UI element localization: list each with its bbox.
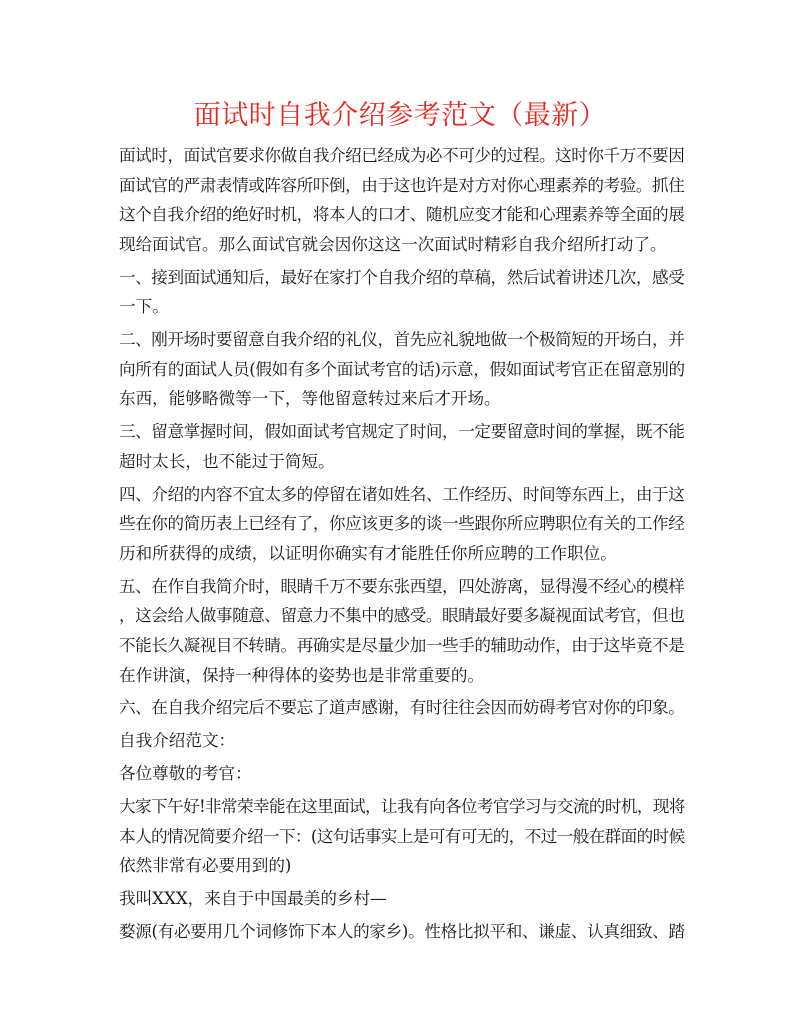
paragraph — [119, 480, 685, 569]
text-line: 面试官的严肃表情或阵容所吓倒，由于这也许是对方对你心理素养的考验。抓住 — [119, 175, 685, 195]
text-line: 向所有的面试人员(假如有多个面试考官的话)示意，假如面试考官正在留意别的 — [119, 359, 685, 379]
paragraph — [119, 417, 685, 476]
paragraph — [119, 141, 685, 259]
text-line: 四、介绍的内容不宜太多的停留在诸如姓名、工作经历、时间等东西上，由于这 — [119, 484, 685, 504]
text-line: 在作讲演，保持一种得体的姿势也是非常重要的。 — [119, 665, 485, 685]
document-title: 面试时自我介绍参考范文（最新） — [193, 100, 607, 131]
text-line: 现给面试官。那么面试官就会因你这这一次面试时精彩自我介绍所打动了。 — [119, 234, 667, 254]
text-line: 依然非常有必要用到的) — [119, 856, 292, 876]
text-line: 婺源(有必要用几个词修饰下本人的家乡)。性格比拟平和、谦虚、认真细致、踏 — [119, 922, 685, 942]
paragraph — [119, 325, 685, 414]
text-line: 不能长久凝视目不转睛。再确实是尽量少加一些手的辅助动作，由于这毕竟不是 — [119, 635, 685, 655]
paragraph — [119, 917, 685, 947]
text-line: 些在你的简历表上已经有了，你应该更多的谈一些跟你所应聘职位有关的工作经 — [119, 514, 685, 534]
text-line: 五、在作自我简介时，眼睛千万不要东张西望，四处游离，显得漫不经心的模样 — [119, 576, 685, 596]
text-line: 六、在自我介绍完后不要忘了道声感谢，有时往往会因而妨碍考官对你的印象。 — [119, 698, 685, 718]
text-line: 超时太长，也不能过于简短。 — [119, 451, 335, 471]
text-line: 三、留意掌握时间，假如面试考官规定了时间，一定要留意时间的掌握，既不能 — [119, 422, 685, 442]
text-line: 东西，能够略微等一下，等他留意转过来后才开场。 — [119, 389, 501, 409]
text-line: 自我介绍范文： — [119, 731, 236, 751]
paragraph — [119, 572, 685, 690]
text-line: 本人的情况简要介绍一下：(这句话事实上是可有可无的，不过一般在群面的时候 — [119, 826, 685, 846]
text-line: 历和所获得的成绩，以证明你确实有才能胜任你所应聘的工作职位。 — [119, 543, 617, 563]
text-line: 一、接到面试通知后，最好在家打个自我介绍的草稿，然后试着讲述几次，感受 — [119, 267, 685, 287]
paragraph — [119, 884, 685, 914]
paragraph — [119, 726, 685, 756]
text-line: 我叫XXX，来自于中国最美的乡村— — [119, 889, 387, 909]
paragraph — [119, 759, 685, 789]
text-line: 二、刚开场时要留意自我介绍的礼仪，首先应礼貌地做一个极简短的开场白，并 — [119, 330, 685, 350]
document-body — [119, 141, 685, 950]
text-line: 各位尊敬的考官： — [119, 764, 252, 784]
text-line: ，这会给人做事随意、留意力不集中的感受。眼睛最好要多凝视面试考官，但也 — [119, 606, 685, 626]
paragraph — [119, 693, 685, 723]
paragraph — [119, 792, 685, 881]
text-line: 大家下午好!非常荣幸能在这里面试，让我有向各位考官学习与交流的时机，现将 — [119, 797, 685, 817]
paragraph — [119, 263, 685, 322]
text-line: 面试时，面试官要求你做自我介绍已经成为必不可少的过程。这时你千万不要因 — [119, 146, 685, 165]
text-line: 这个自我介绍的绝好时机，将本人的口才、随机应变才能和心理素养等全面的展 — [119, 205, 685, 225]
text-line: 一下。 — [119, 297, 169, 317]
